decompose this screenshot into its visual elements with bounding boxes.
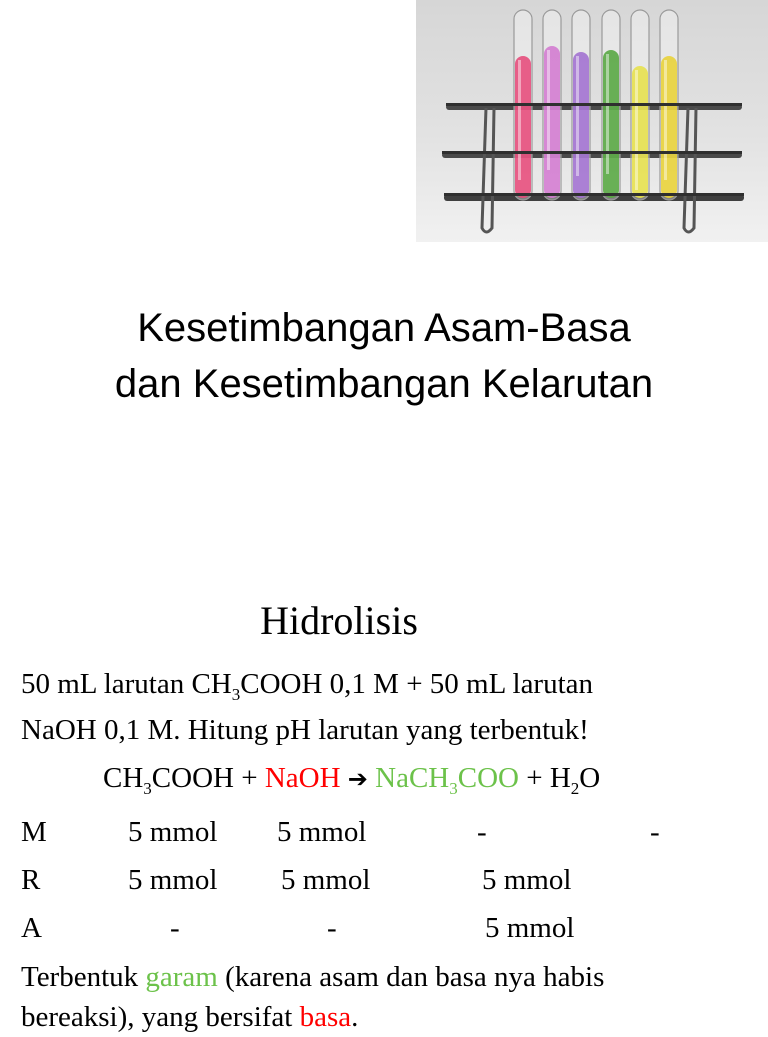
cell: 5 mmol <box>281 864 371 896</box>
conclusion-line-1 <box>21 957 604 997</box>
tube-liquid <box>573 52 589 198</box>
rack-top-wire <box>446 103 742 106</box>
tube-liquid <box>544 46 560 198</box>
row-label: M <box>21 816 47 848</box>
mra-row-m <box>0 812 768 852</box>
title-line-2: dan Kesetimbangan Kelarutan <box>114 362 654 406</box>
tube-liquid <box>661 56 677 198</box>
reaction-equation <box>103 758 600 799</box>
mra-row-a <box>0 908 768 948</box>
title-line-1: Kesetimbangan Asam-Basa <box>137 306 631 350</box>
cell: - <box>477 816 487 848</box>
product-salt: COO <box>457 762 519 794</box>
product-water: O <box>579 762 601 794</box>
reactant-acid: COOH <box>151 762 234 794</box>
slide-heading: Hidrolisis <box>260 598 418 643</box>
tube-highlight <box>664 60 667 180</box>
cell: 5 mmol <box>482 864 572 896</box>
problem-line-2: NaOH 0,1 M. Hitung pH larutan yang terbentuk! <box>21 714 589 746</box>
tube-highlight <box>606 54 609 174</box>
conclusion-text: bereaksi), yang bersifat <box>21 1001 300 1033</box>
rack-leg-right <box>684 108 696 232</box>
conclusion-text: . <box>351 1001 359 1033</box>
tube-liquid <box>515 56 531 198</box>
problem-text: COOH 0,1 M + 50 mL larutan <box>240 668 594 700</box>
arrow-right-icon: ➔ <box>347 765 368 793</box>
subscript: 3 <box>143 779 152 798</box>
plus-sign: + <box>233 762 265 794</box>
tube-highlight <box>576 56 579 176</box>
cell: - <box>170 912 180 944</box>
cell: 5 mmol <box>277 816 367 848</box>
rack-bottom-wire <box>444 193 744 196</box>
cell: 5 mmol <box>128 864 218 896</box>
keyword-garam: garam <box>145 961 218 993</box>
product-water: + H <box>518 762 571 794</box>
slide-title-text <box>0 300 768 412</box>
cell: 5 mmol <box>128 816 218 848</box>
product-salt: NaCH <box>375 762 450 794</box>
conclusion-line-2 <box>21 997 358 1037</box>
test-tube-rack-photo <box>416 0 768 242</box>
mra-row-r <box>0 860 768 900</box>
reactant-base: NaOH <box>264 762 341 794</box>
cell: 5 mmol <box>485 912 575 944</box>
rack-middle-wire <box>442 151 742 154</box>
row-label: A <box>21 912 42 944</box>
conclusion-text: Terbentuk <box>21 961 146 993</box>
tube-liquid <box>603 50 619 198</box>
tube-highlight <box>518 60 521 180</box>
subscript: 3 <box>231 685 241 704</box>
reactant-acid: CH <box>103 762 144 794</box>
cell: - <box>327 912 337 944</box>
tube-liquid <box>632 66 648 198</box>
test-tube-rack-icon <box>416 0 768 242</box>
cell: - <box>650 816 660 848</box>
keyword-basa: basa <box>299 1001 352 1033</box>
subscript: 2 <box>570 779 580 798</box>
row-label: R <box>21 864 41 896</box>
problem-text: 50 mL larutan CH <box>21 668 232 700</box>
subscript: 3 <box>449 779 458 798</box>
rack-leg-left <box>482 108 494 232</box>
problem-line-1 <box>21 664 593 704</box>
slide-hidrolisis <box>0 560 768 1033</box>
conclusion-text: (karena asam dan basa nya habis <box>217 961 605 993</box>
tube-highlight <box>635 70 638 190</box>
